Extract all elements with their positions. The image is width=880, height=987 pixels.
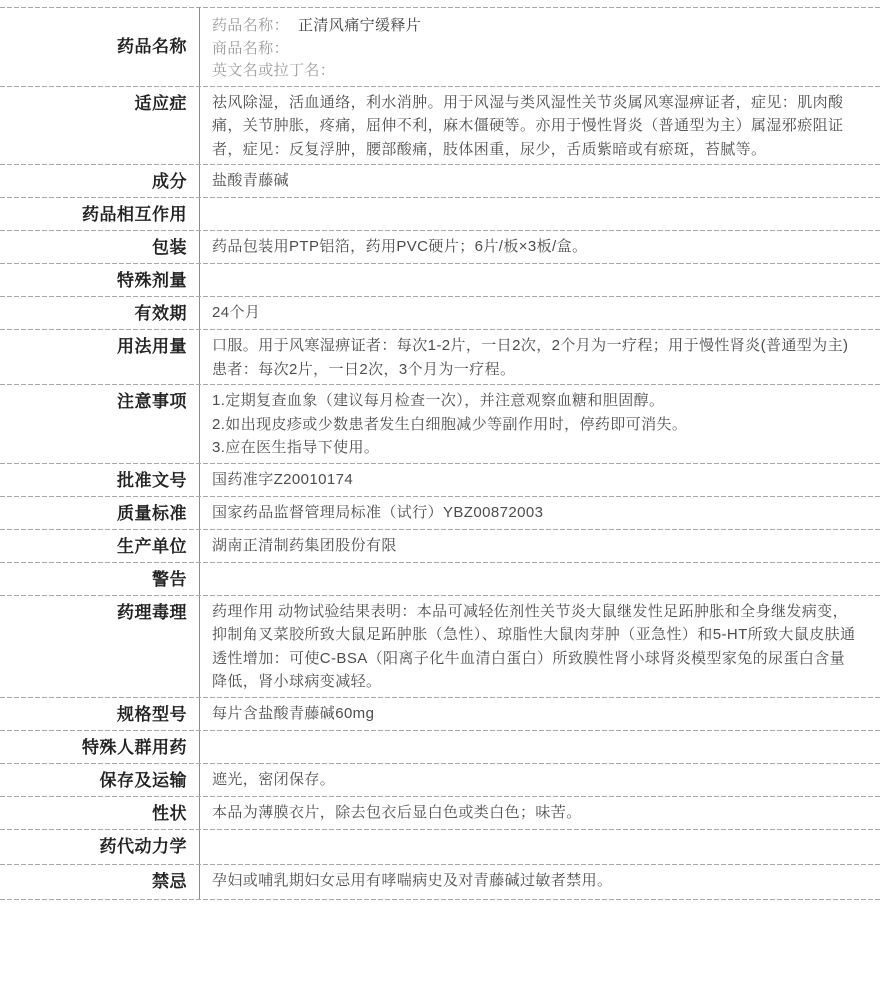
english-name-field bbox=[212, 60, 856, 83]
table-row-specification bbox=[0, 698, 880, 731]
row-content: 24个月 bbox=[212, 304, 261, 321]
row-content: 国家药品监督管理局标准（试行）YBZ00872003 bbox=[212, 503, 544, 521]
row-content bbox=[200, 385, 880, 464]
field-label: 商品名称： bbox=[212, 39, 290, 57]
row-content bbox=[200, 731, 880, 764]
table-row-special-dosage bbox=[0, 264, 880, 297]
row-content: 盐酸青藤碱 bbox=[212, 172, 290, 189]
drug-name-field bbox=[212, 15, 856, 38]
field-label: 药品名称： bbox=[212, 17, 290, 34]
table-row-drug-name bbox=[0, 7, 880, 87]
row-label: 成分 bbox=[0, 165, 200, 198]
table-row-warning bbox=[0, 563, 880, 596]
row-label: 性状 bbox=[0, 797, 200, 830]
row-content: 口服。用于风寒湿痹证者：每次1-2片，一日2次，2个月为一疗程；用于慢性肾炎(普通型为主)患者：每次2片，一日2次，3个月为一疗程。 bbox=[212, 337, 849, 378]
table-row-pharmacology-toxicology bbox=[0, 596, 880, 698]
row-content bbox=[200, 7, 880, 87]
row-content: 药理作用 动物试验结果表明：本品可减轻佐剂性关节炎大鼠继发性足跖肿胀和全身继发病变，抑制角叉菜胶所致大鼠足跖肿胀（急性）、琼脂性大鼠肉芽肿（亚急性）和5-HT所致大鼠皮肤通透性增加：可使C-BSA（阳离子化牛血清白蛋白）所致膜性肾小球肾炎模型家兔的尿蛋白含量降低，肾小球病变减轻。 bbox=[212, 602, 856, 690]
row-label: 批准文号 bbox=[0, 464, 200, 497]
table-row-storage-transport bbox=[0, 764, 880, 797]
table-row-ingredients bbox=[0, 165, 880, 198]
trade-name-field bbox=[212, 38, 856, 61]
row-label: 药品名称 bbox=[0, 7, 200, 87]
table-row-quality-standard bbox=[0, 497, 880, 530]
precaution-line: 3.应在医生指导下使用。 bbox=[212, 439, 380, 456]
row-label: 特殊人群用药 bbox=[0, 731, 200, 764]
row-label: 注意事项 bbox=[0, 385, 200, 464]
table-row-precautions bbox=[0, 385, 880, 464]
drug-info-table bbox=[0, 7, 880, 900]
table-row-manufacturer bbox=[0, 530, 880, 563]
row-label: 禁忌 bbox=[0, 865, 200, 900]
row-label: 生产单位 bbox=[0, 530, 200, 563]
table-row-approval-number bbox=[0, 464, 880, 497]
row-label: 特殊剂量 bbox=[0, 264, 200, 297]
row-content: 药品包装用PTP铝箔，药用PVC硬片；6片/板×3板/盒。 bbox=[212, 238, 588, 255]
row-label: 有效期 bbox=[0, 297, 200, 330]
table-row-contraindications bbox=[0, 865, 880, 900]
row-label: 规格型号 bbox=[0, 698, 200, 731]
row-content: 国药准字Z20010174 bbox=[212, 470, 354, 488]
table-row-pharmacokinetics bbox=[0, 830, 880, 865]
row-content: 孕妇或哺乳期妇女忌用有哮喘病史及对青藤碱过敏者禁用。 bbox=[212, 871, 613, 889]
row-label: 质量标准 bbox=[0, 497, 200, 530]
row-label: 用法用量 bbox=[0, 330, 200, 385]
table-row-drug-interactions bbox=[0, 198, 880, 231]
row-content: 遮光，密闭保存。 bbox=[212, 770, 336, 788]
table-row-properties bbox=[0, 797, 880, 830]
row-label: 警告 bbox=[0, 563, 200, 596]
table-row-indications bbox=[0, 87, 880, 166]
row-label: 适应症 bbox=[0, 87, 200, 166]
precaution-line: 2.如出现皮疹或少数患者发生白细胞减少等副作用时，停药即可消失。 bbox=[212, 415, 688, 433]
row-label: 包装 bbox=[0, 231, 200, 264]
row-content bbox=[200, 198, 880, 231]
row-content: 湖南正清制药集团股份有限 bbox=[212, 536, 397, 554]
table-row-packaging bbox=[0, 231, 880, 264]
table-row-dosage-usage bbox=[0, 330, 880, 385]
table-row-shelf-life bbox=[0, 297, 880, 330]
field-label: 英文名或拉丁名： bbox=[212, 62, 336, 79]
row-label: 药理毒理 bbox=[0, 596, 200, 698]
row-content bbox=[200, 264, 880, 297]
table-row-special-populations bbox=[0, 731, 880, 764]
row-content: 每片含盐酸青藤碱60mg bbox=[212, 704, 375, 722]
row-content bbox=[200, 563, 880, 596]
row-label: 药代动力学 bbox=[0, 830, 200, 865]
row-label: 药品相互作用 bbox=[0, 198, 200, 231]
row-label: 保存及运输 bbox=[0, 764, 200, 797]
row-content: 祛风除湿，活血通络，利水消肿。用于风湿与类风湿性关节炎属风寒湿痹证者，症见：肌肉酸痛，关节肿胀，疼痛，屈伸不利，麻木僵硬等。亦用于慢性肾炎（普通型为主）属湿邪瘀阻证者，症见：反复浮肿，腰部酸痛，肢体困重，尿少，舌质紫暗或有瘀斑，苔腻等。 bbox=[212, 93, 844, 158]
precaution-line: 1.定期复查血象（建议每月检查一次），并注意观察血糖和胆固醇。 bbox=[212, 392, 665, 409]
row-content bbox=[200, 830, 880, 865]
field-value: 正清风痛宁缓释片 bbox=[298, 17, 422, 34]
row-content: 本品为薄膜衣片，除去包衣后显白色或类白色；味苦。 bbox=[212, 803, 582, 821]
